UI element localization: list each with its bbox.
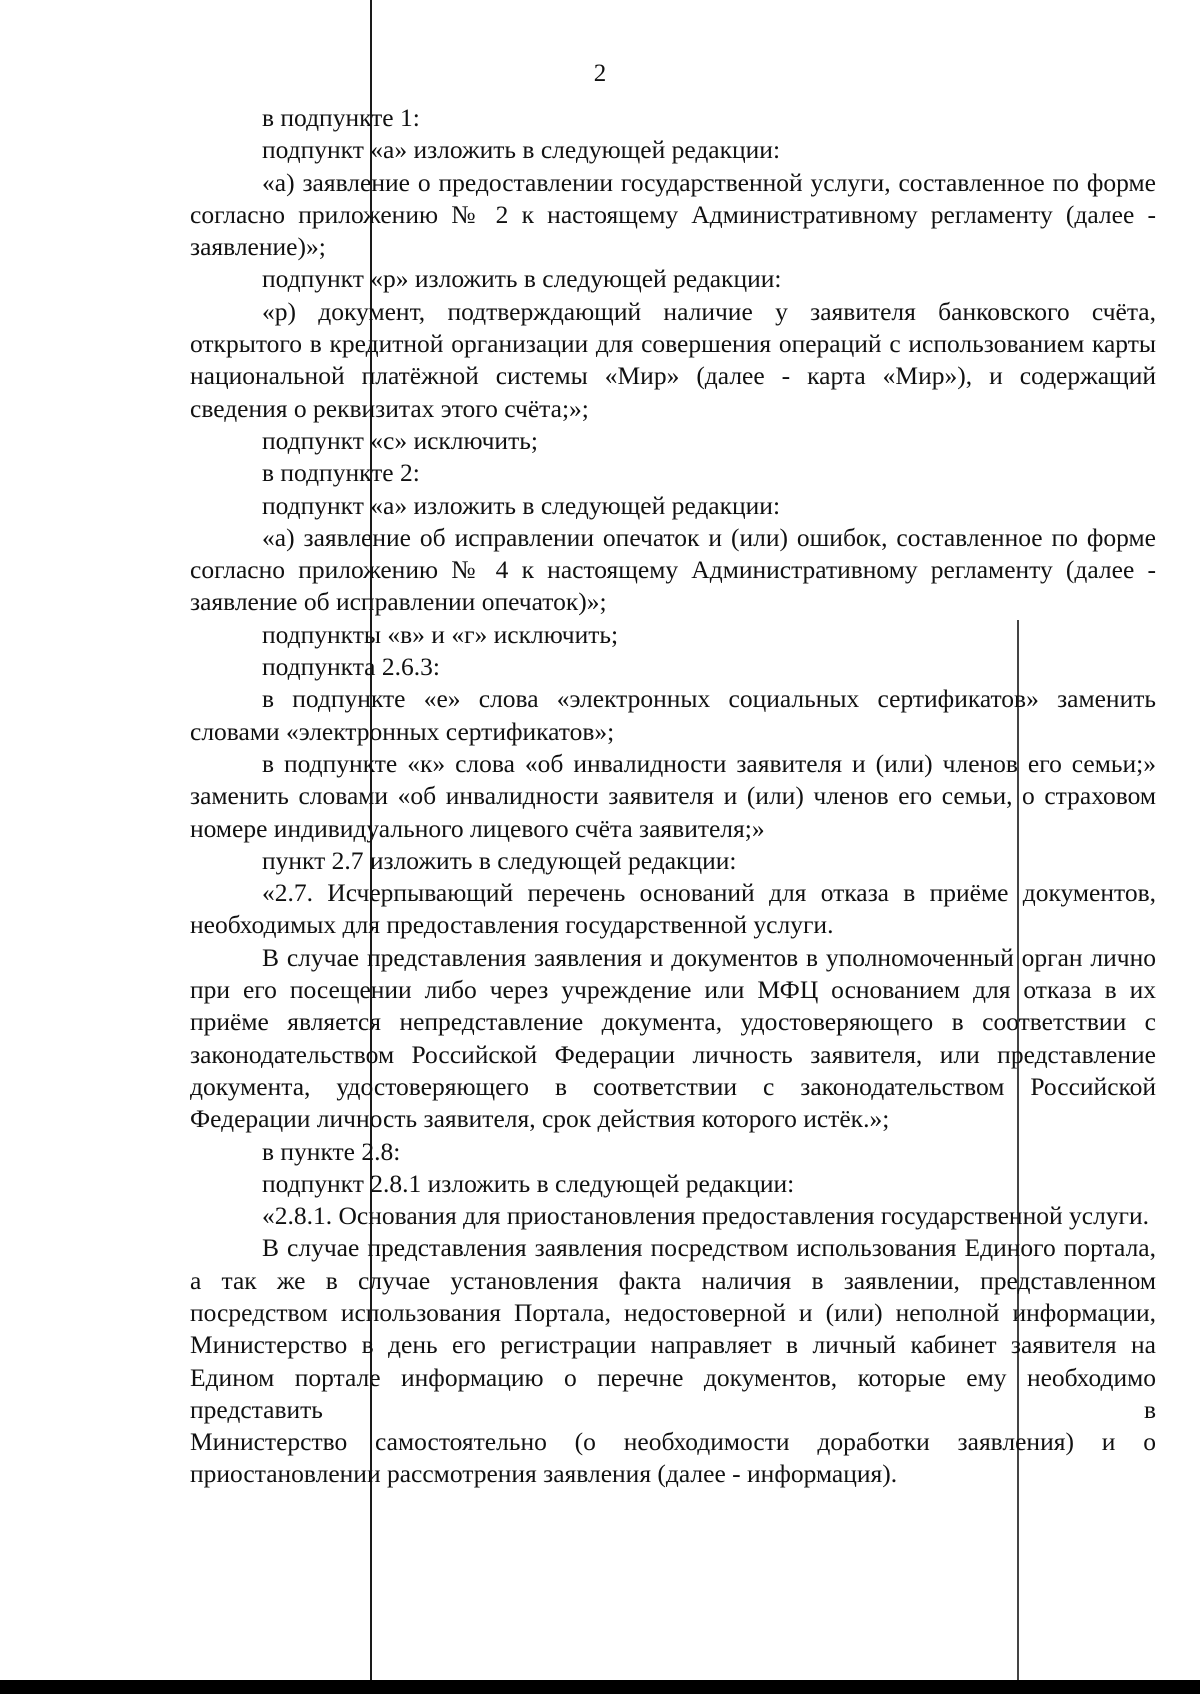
paragraph: подпункт «р» изложить в следующей редакции: xyxy=(262,264,782,294)
paragraph: в пункте 2.8: xyxy=(262,1136,401,1166)
paragraph: подпункта 2.6.3: xyxy=(262,652,440,682)
paragraph: в подпункте «к» слова «об инвалидности заявителя и (или) членов его семьи;» заменить словами «об инвалидности заявителя и (или) членов его семьи, о страховом номере индивидуального лицевого счёта заявителя;» xyxy=(190,748,1156,843)
paragraph: Министерство самостоятельно (о необходимости доработки заявления) и о приостановлении рассмотрения заявления (далее - информация). xyxy=(190,1427,1156,1489)
paragraph: «2.8.1. Основания для приостановления предоставления государственной услуги. xyxy=(262,1201,1150,1231)
paragraph: подпункт «а» изложить в следующей редакции: xyxy=(262,490,781,520)
paragraph: подпункт «с» исключить; xyxy=(262,425,538,455)
page-number: 2 xyxy=(593,60,607,87)
paragraph: «а) заявление о предоставлении государственной услуги, составленное по форме согласно приложению № 2 к настоящему Административному регламенту (далее - заявление)»; xyxy=(190,167,1156,262)
scan-bottom-edge xyxy=(0,1680,1200,1694)
paragraph: «а) заявление об исправлении опечаток и (или) ошибок, составленное по форме согласно приложению № 4 к настоящему Административному регламенту (далее - заявление об исправлении опечаток)»; xyxy=(190,522,1156,617)
paragraph: в подпункте 1: xyxy=(262,103,420,132)
paragraph: пункт 2.7 изложить в следующей редакции: xyxy=(262,845,737,875)
paragraph: подпункты «в» и «г» исключить; xyxy=(262,619,619,649)
paragraph: В случае представления заявления и документов в уполномоченный орган лично при его посещении либо через учреждение или МФЦ основанием для отказа в их приёме является непредставление документа, удостоверяющего в соответствии с законодательством Российской Федерации личность заявителя, или представление документа, удостоверяющего в соответствии с законодательством Российской Федерации личность заявителя, срок действия которого истёк.»; xyxy=(190,942,1156,1134)
paragraph: в подпункте 2: xyxy=(262,458,420,488)
paragraph: «2.7. Исчерпывающий перечень оснований для отказа в приёме документов, необходимых для предоставления государственной услуги. xyxy=(190,878,1156,940)
paragraph: подпункт «а» изложить в следующей редакции: xyxy=(262,135,781,165)
paragraph: подпункт 2.8.1 изложить в следующей редакции: xyxy=(262,1168,795,1198)
paragraph: «р) документ, подтверждающий наличие у заявителя банковского счёта, открытого в кредитной организации для совершения операций с использованием карты национальной платёжной системы «Мир» (далее - карта «Мир»), и содержащий сведения о реквизитах этого счёта;»; xyxy=(190,296,1156,423)
paragraph: В случае представления заявления посредством использования Единого портала, а так же в случае установления факта наличия в заявлении, представленном посредством использования Портала, недостоверной и (или) неполной информации, Министерство в день его регистрации направляет в личный кабинет заявителя на Едином портале информацию о перечне документов, которые ему необходимо представить в xyxy=(190,1233,1156,1424)
document-body xyxy=(190,102,1156,1491)
paragraph: в подпункте «е» слова «электронных социальных сертификатов» заменить словами «электронных сертификатов»; xyxy=(190,684,1156,746)
